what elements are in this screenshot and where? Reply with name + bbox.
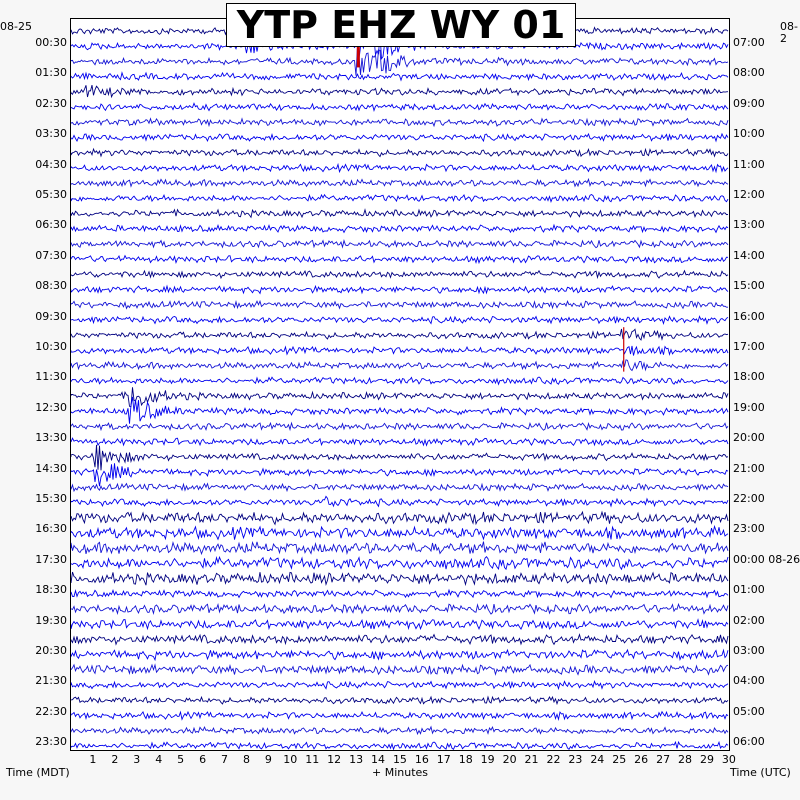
x-tick-label: 27 (656, 753, 671, 766)
trace-row (71, 360, 728, 371)
right-time-label: 13:00 (733, 218, 765, 232)
right-time-label: 01:00 (733, 583, 765, 597)
right-time-label: 20:00 (733, 431, 765, 445)
trace-row (71, 256, 728, 263)
trace-row (71, 179, 728, 186)
seismic-traces (71, 19, 729, 750)
left-time-label: 01:30 (35, 66, 67, 80)
right-time-label: 09:00 (733, 96, 765, 110)
trace-row (71, 681, 728, 688)
left-time-label: 07:30 (35, 248, 67, 262)
left-time-label: 16:30 (35, 522, 67, 536)
trace-row (71, 557, 728, 570)
left-time-label: 06:30 (35, 218, 67, 232)
trace-row (71, 377, 728, 384)
left-time-label: 10:30 (35, 340, 67, 353)
trace-row (71, 727, 728, 734)
x-tick-label: 4 (155, 753, 163, 766)
left-time-label: 13:30 (35, 431, 67, 445)
left-time-label: 14:30 (35, 461, 67, 475)
x-tick-label: 25 (612, 753, 627, 766)
trace-row (71, 329, 728, 340)
x-tick-label: 7 (221, 753, 228, 766)
trace-row (71, 85, 728, 97)
right-time-label: 18:00 (733, 370, 765, 384)
x-axis-label: + Minutes (372, 766, 429, 779)
right-time-label: 02:00 (733, 613, 765, 627)
x-tick-label: 18 (458, 753, 473, 766)
right-time-label: 03:00 (733, 644, 765, 657)
helicorder-plot (70, 18, 730, 751)
trace-row (71, 387, 728, 406)
x-tick-label: 22 (546, 753, 561, 766)
trace-row (71, 463, 728, 486)
trace-row (71, 604, 728, 614)
left-time-label: 11:30 (35, 370, 67, 384)
trace-row (71, 635, 728, 645)
left-time-label: 04:30 (35, 157, 67, 171)
x-tick-label: 10 (283, 753, 298, 766)
left-time-label: 00:30 (35, 36, 67, 49)
right-time-label: 14:00 (733, 248, 765, 262)
x-tick-label: 13 (349, 753, 364, 766)
left-axis-label: Time (MDT) (6, 766, 70, 779)
right-time-label: 11:00 (733, 157, 765, 171)
trace-row (71, 697, 728, 704)
x-tick-label: 2 (111, 753, 119, 766)
x-tick-label: 3 (133, 753, 141, 766)
right-time-label: 15:00 (733, 279, 765, 293)
trace-row (71, 134, 728, 141)
x-tick-label: 24 (590, 753, 605, 766)
left-time-label: 22:30 (35, 704, 67, 718)
left-time-label: 03:30 (35, 127, 67, 141)
right-time-label: 08:00 (733, 66, 765, 80)
trace-row (71, 572, 728, 585)
trace-row (71, 423, 728, 430)
x-tick-label: 30 (721, 753, 736, 766)
trace-row (71, 119, 728, 126)
next-date-label: 08-2 (780, 20, 798, 45)
start-date-label: 08-25 (0, 20, 32, 33)
trace-row (71, 512, 728, 524)
trace-row (71, 527, 728, 540)
right-time-label: 07:00 (733, 36, 765, 49)
trace-row (71, 397, 728, 424)
trace-row (71, 620, 728, 630)
trace-row (71, 103, 728, 110)
trace-row (71, 316, 728, 323)
left-time-label: 08:30 (35, 279, 67, 293)
trace-row (71, 195, 728, 202)
trace-row (71, 590, 728, 597)
right-time-label: 23:00 (733, 522, 765, 536)
x-tick-label: 23 (568, 753, 583, 766)
trace-row (71, 164, 728, 171)
right-time-label: 10:00 (733, 127, 765, 141)
x-tick-label: 9 (264, 753, 272, 766)
right-time-label: 12:00 (733, 188, 765, 201)
station-title: YTP EHZ WY 01 (226, 3, 576, 47)
trace-row (71, 650, 728, 660)
x-tick-label: 5 (177, 753, 185, 766)
trace-row (71, 149, 728, 156)
left-time-label: 19:30 (35, 613, 67, 627)
right-time-label: 05:00 (733, 704, 765, 718)
trace-row (71, 542, 728, 554)
x-tick-label: 26 (634, 753, 649, 766)
left-time-label: 18:30 (35, 583, 67, 597)
trace-row (71, 742, 728, 749)
x-tick-label: 17 (436, 753, 451, 766)
x-tick-label: 15 (392, 753, 407, 766)
x-tick-label: 21 (524, 753, 539, 766)
x-tick-label: 11 (305, 753, 320, 766)
x-tick-label: 8 (242, 753, 250, 766)
left-time-label: 09:30 (35, 309, 67, 323)
left-time-label: 21:30 (35, 674, 67, 688)
right-axis-label: Time (UTC) (730, 766, 791, 779)
trace-row (71, 225, 728, 232)
trace-row (71, 286, 728, 293)
left-time-label: 02:30 (35, 96, 67, 110)
right-time-label: 21:00 (733, 461, 765, 475)
trace-row (71, 301, 728, 308)
trace-row (71, 240, 728, 247)
trace-row (71, 496, 728, 506)
right-time-label: 17:00 (733, 340, 765, 353)
right-time-label: 19:00 (733, 400, 765, 414)
x-tick-label: 6 (199, 753, 207, 766)
trace-row (71, 210, 728, 218)
x-tick-label: 19 (480, 753, 495, 766)
trace-row (71, 45, 728, 76)
right-time-label: 04:00 (733, 674, 765, 688)
trace-row (71, 438, 728, 445)
x-tick-label: 28 (678, 753, 693, 766)
x-tick-label: 12 (327, 753, 342, 766)
x-tick-label: 14 (371, 753, 386, 766)
left-time-label: 20:30 (35, 644, 67, 657)
trace-row (71, 712, 728, 720)
x-tick-label: 29 (699, 753, 714, 766)
left-time-label: 15:30 (35, 492, 67, 505)
trace-row (71, 665, 728, 675)
trace-row (71, 73, 728, 80)
right-time-label: 06:00 (733, 735, 765, 749)
left-time-label: 12:30 (35, 400, 67, 414)
right-time-label: 16:00 (733, 309, 765, 323)
left-time-label: 05:30 (35, 188, 67, 201)
trace-row (71, 445, 728, 471)
trace-row (71, 484, 728, 491)
left-time-label: 23:30 (35, 735, 67, 749)
x-tick-label: 16 (414, 753, 429, 766)
left-time-label: 17:30 (35, 552, 67, 566)
trace-row (71, 271, 728, 278)
trace-row (71, 346, 728, 356)
x-tick-label: 1 (89, 753, 97, 766)
x-tick-label: 20 (502, 753, 517, 766)
right-time-label: 00:00 08-26 (733, 552, 800, 566)
right-time-label: 22:00 (733, 492, 765, 505)
